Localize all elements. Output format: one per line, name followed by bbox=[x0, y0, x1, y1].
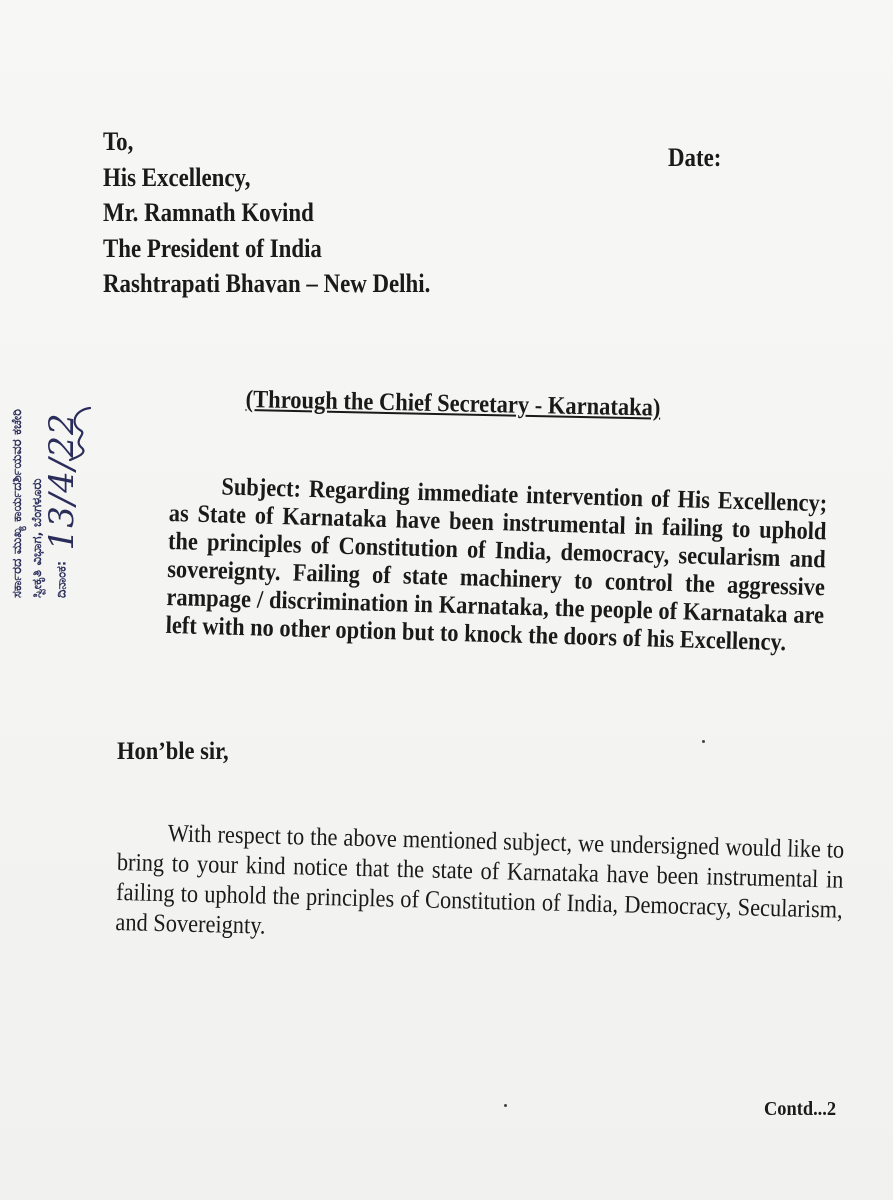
date-label: Date: bbox=[668, 143, 722, 172]
continued-marker: Contd...2 bbox=[764, 1098, 837, 1120]
salutation: Hon’ble sir, bbox=[117, 738, 229, 765]
paper-speck bbox=[504, 1104, 507, 1107]
paper-speck bbox=[702, 740, 705, 743]
address-to: To, bbox=[103, 127, 134, 156]
stamp-date-label: ದಿನಾಂಕ: bbox=[54, 560, 70, 598]
address-line-3: The President of India bbox=[103, 233, 322, 263]
handwritten-signature-icon bbox=[64, 404, 98, 464]
stamp-line-2: ಸ್ವೀಕೃತಿ ವಿಭಾಗ, ಬೆಂಗಳೂರು bbox=[30, 478, 45, 598]
body-paragraph: With respect to the above mentioned subject, we undersigned would like to bring to your kind notice that the state of Karnataka have been instrumental in failing to uphold the principles of Constitution of India, Democracy, Secularism, and Sovereignty. bbox=[115, 820, 845, 940]
recipient-address bbox=[103, 124, 430, 302]
through-line: (Through the Chief Secretary - Karnataka) bbox=[245, 386, 661, 422]
stamp-date-value: 13/4/22 bbox=[42, 412, 82, 551]
subject-paragraph: Subject: Regarding immediate intervention of His Excellency; as State of Karnataka have been instrumental in failing to uphold the principles of Constitution of India, democracy, secularism and sovereignty. Failing of state machinery to control the aggressive rampage / discrimination in Karnataka, the people of Karnataka are left with no other option but to knock the doors of his Excellency. bbox=[165, 473, 828, 657]
address-line-2: Mr. Ramnath Kovind bbox=[103, 198, 314, 227]
stamp-line-1: ಸರ್ಕಾರದ ಮುಖ್ಯ ಕಾರ್ಯದರ್ಶಿಯವರ ಕಚೇರಿ bbox=[10, 408, 25, 598]
address-line-4: Rashtrapati Bhavan – New Delhi. bbox=[103, 269, 431, 298]
address-line-1: His Excellency, bbox=[103, 162, 251, 192]
